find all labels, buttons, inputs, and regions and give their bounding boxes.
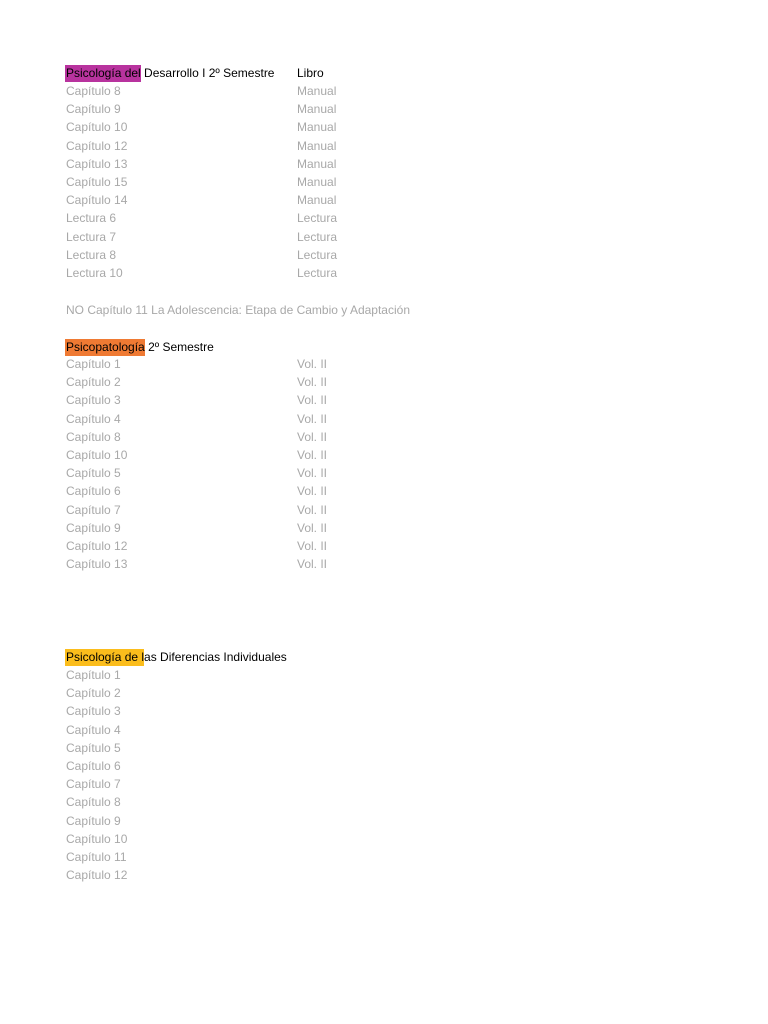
header-text: 2º Semestre	[144, 340, 214, 354]
chapter-label: Capítulo 3	[66, 704, 121, 719]
book-label: Vol. II	[297, 429, 328, 444]
chapter-label: Capítulo 1	[66, 668, 121, 682]
header-text: Desarrollo I 2º Semestre	[140, 66, 275, 80]
chapter-label: Capítulo 8	[66, 795, 121, 810]
book-label: Vol. II	[297, 520, 328, 535]
chapter-label: Capítulo 7	[66, 777, 121, 792]
chapter-label: Capítulo 12	[66, 539, 128, 553]
chapter-label: Capítulo 10	[66, 831, 128, 846]
chapter-label: Capítulo 14	[66, 193, 128, 208]
chapter-label: Lectura 6	[66, 211, 117, 226]
chapter-label: Capítulo 15	[66, 175, 128, 189]
chapter-label: Capítulo 4	[66, 411, 121, 426]
chapter-label: Capítulo 12	[66, 868, 128, 883]
book-label: Lectura	[297, 229, 338, 244]
chapter-label: Lectura 7	[66, 229, 117, 244]
book-label: Vol. II	[297, 411, 328, 426]
chapter-label: Capítulo 6	[66, 759, 121, 773]
chapter-label: Capítulo 10	[66, 448, 128, 462]
chapter-label: Capítulo 3	[66, 393, 121, 408]
chapter-label: Capítulo 9	[66, 102, 121, 117]
note-text: NO Capítulo 11 La Adolescencia: Etapa de Cambio y Adaptación	[66, 303, 410, 317]
book-label: Lectura	[297, 211, 338, 226]
header-highlight: Psicología del	[66, 66, 141, 80]
chapter-label: Capítulo 10	[66, 120, 128, 135]
book-label: Vol. II	[297, 393, 328, 408]
chapter-label: Capítulo 12	[66, 138, 128, 153]
book-label: Manual	[297, 175, 337, 189]
book-label: Vol. II	[297, 357, 328, 371]
book-label: Vol. II	[297, 375, 328, 390]
chapter-label: Lectura 8	[66, 247, 117, 262]
chapter-label: Capítulo 4	[66, 722, 121, 737]
chapter-label: Capítulo 1	[66, 357, 121, 371]
book-label: Lectura	[297, 247, 338, 262]
chapter-label: Capítulo 5	[66, 740, 121, 755]
book-label: Manual	[297, 138, 337, 153]
chapter-label: Capítulo 11	[66, 850, 127, 864]
chapter-label: Capítulo 8	[66, 429, 121, 444]
chapter-label: Capítulo 13	[66, 557, 128, 572]
book-label: Lectura	[297, 266, 338, 280]
header-text: as Diferencias Individuales	[144, 650, 287, 664]
book-label: Vol. II	[297, 557, 328, 572]
book-label: Vol. II	[297, 502, 328, 517]
column-header-libro: Libro	[297, 66, 324, 80]
chapter-label: Capítulo 2	[66, 686, 121, 701]
chapter-label: Capítulo 8	[66, 84, 121, 98]
header-highlight: Psicología de l	[66, 650, 145, 664]
chapter-label: Capítulo 2	[66, 375, 121, 390]
book-label: Manual	[297, 84, 337, 98]
chapter-label: Lectura 10	[66, 266, 123, 280]
chapter-label: Capítulo 6	[66, 484, 121, 499]
chapter-label: Capítulo 9	[66, 813, 121, 828]
header-highlight: Psicopatología	[66, 340, 145, 354]
book-label: Vol. II	[297, 539, 328, 553]
book-label: Manual	[297, 120, 337, 135]
chapter-label: Capítulo 7	[66, 502, 121, 517]
book-label: Vol. II	[297, 448, 328, 462]
book-label: Manual	[297, 193, 337, 208]
book-label: Manual	[297, 156, 337, 171]
book-label: Vol. II	[297, 466, 328, 481]
book-label: Vol. II	[297, 484, 328, 499]
chapter-label: Capítulo 9	[66, 520, 121, 535]
chapter-label: Capítulo 5	[66, 466, 121, 481]
book-label: Manual	[297, 102, 337, 117]
chapter-label: Capítulo 13	[66, 156, 128, 171]
